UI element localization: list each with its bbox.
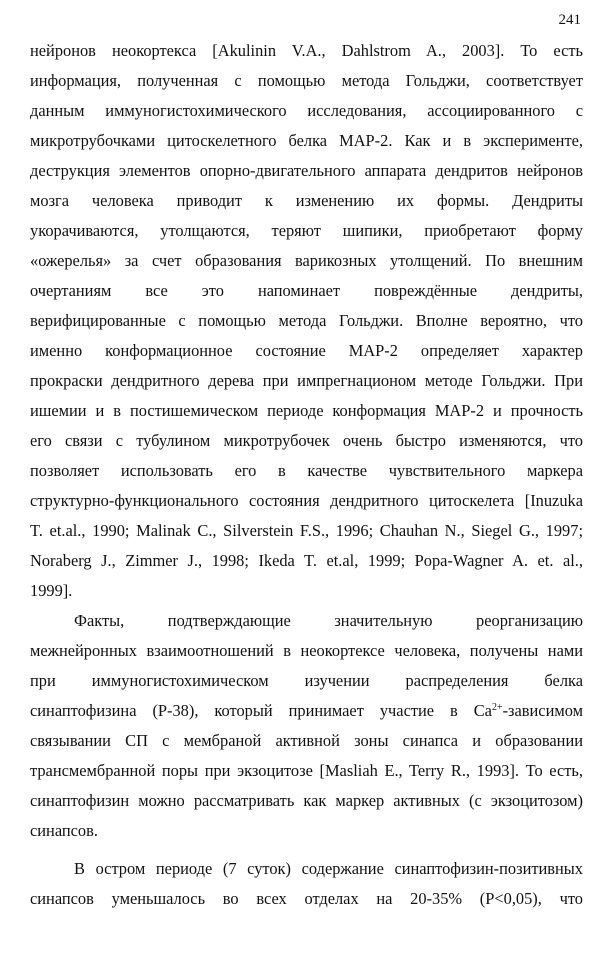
- text-line: T. et.al., 1990; Malinak C., Silverstein F.S., 1996; Chauhan N., Siegel G., 1997;: [30, 521, 583, 540]
- text-line: при иммуногистохимическом изучении распределения белка: [30, 671, 583, 690]
- paragraph-1: [30, 36, 583, 606]
- text-line: укорачиваются, утолщаются, теряют шипики, приобретают форму: [30, 221, 583, 240]
- text-line: связывании СП с мембраной активной зоны синапса и образовании: [30, 731, 583, 750]
- text-line: прокраски дендритного дерева при импрегнационом методе Гольджи. При: [30, 371, 583, 390]
- text-line: деструкция элементов опорно-двигательного аппарата дендритов нейронов: [30, 161, 583, 180]
- text-line: его связи с тубулином микротрубочек очень быстро изменяются, что: [30, 431, 583, 450]
- body-text: [30, 36, 583, 914]
- text-line: Noraberg J., Zimmer J., 1998; Ikeda T. et.al, 1999; Popa-Wagner A. et. al.,: [30, 551, 583, 570]
- text-line: синапсов.: [30, 821, 98, 840]
- text-line-with-superscript: [30, 696, 583, 726]
- text-fragment: синаптофизина (Р-38), который принимает участие в Ca: [30, 701, 492, 720]
- text-line: очертаниям все это напоминает повреждённые дендриты,: [30, 281, 583, 300]
- text-line: информация, полученная с помощью метода Гольджи, соответствует: [30, 71, 583, 90]
- paragraph-2: [30, 606, 583, 846]
- text-line: синаптофизин можно рассматривать как маркер активных (с экзоцитозом): [30, 791, 583, 810]
- text-line: данным иммуногистохимического исследования, ассоциированного с: [30, 101, 583, 120]
- text-line: 1999].: [30, 581, 73, 600]
- text-line: верифицированные с помощью метода Гольджи. Вполне вероятно, что: [30, 311, 583, 330]
- text-line: синапсов уменьшалось во всех отделах на 20-35% (Р<0,05), что: [30, 889, 583, 908]
- text-line: структурно-функционального состояния дендритного цитоскелета [Inuzuka: [30, 491, 583, 510]
- text-line: «ожерелья» за счет образования варикозных утолщений. По внешним: [30, 251, 583, 270]
- paragraph-3: [30, 854, 583, 914]
- text-line: трансмембранной поры при экзоцитозе [Masliah E., Terry R., 1993]. То есть,: [30, 761, 583, 780]
- text-line: позволяет использовать его в качестве чувствительного маркера: [30, 461, 583, 480]
- text-line: В остром периоде (7 суток) содержание синаптофизин-позитивных: [74, 859, 583, 878]
- text-line: микротрубочками цитоскелетного белка МАР-2. Как и в эксперименте,: [30, 131, 583, 150]
- text-line: Факты, подтверждающие значительную реорганизацию: [74, 611, 583, 630]
- text-line: нейронов неокортекса [Akulinin V.A., Dahlstrom A., 2003]. То есть: [30, 41, 583, 60]
- superscript-charge: 2+: [491, 702, 503, 713]
- text-line: именно конформационное состояние МАР-2 определяет характер: [30, 341, 583, 360]
- text-line: мозга человека приводит к изменению их формы. Дендриты: [30, 191, 583, 210]
- page-number: 241: [558, 12, 581, 28]
- text-line: межнейронных взаимоотношений в неокортексе человека, получены нами: [30, 641, 583, 660]
- text-fragment: -зависимом: [502, 701, 583, 720]
- text-line: ишемии и в постишемическом периоде конформация МАР-2 и прочность: [30, 401, 583, 420]
